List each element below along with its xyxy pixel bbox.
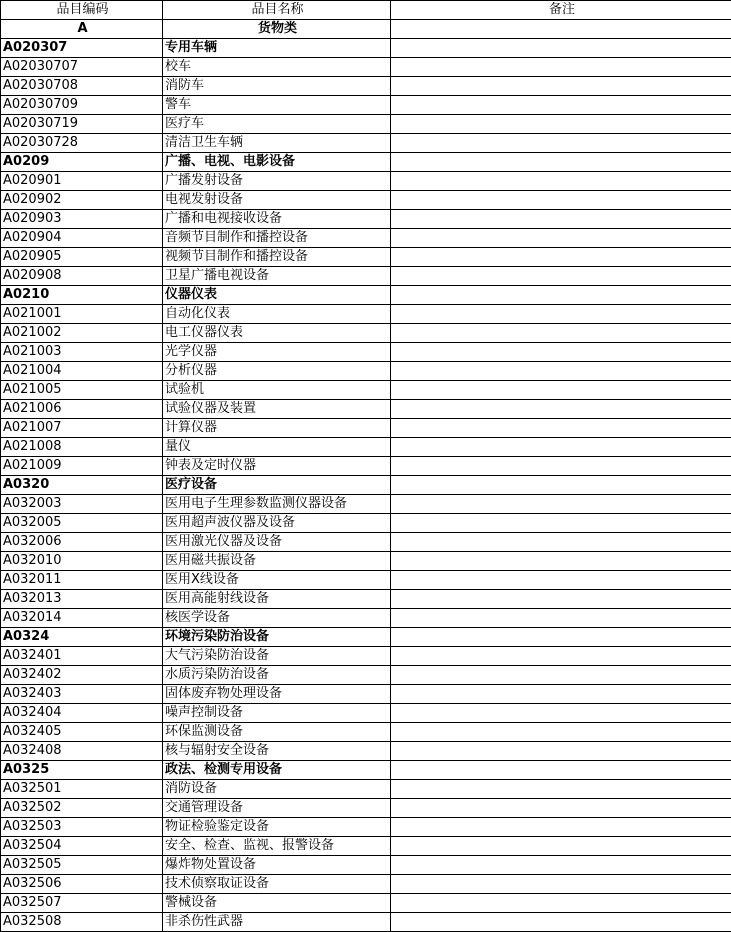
table-row <box>1 856 731 875</box>
table-row <box>1 96 731 115</box>
table-row <box>1 134 731 153</box>
item-code-cell[interactable]: A020901 <box>1 172 163 191</box>
item-name-cell[interactable]: 环境污染防治设备 <box>163 628 391 647</box>
item-remark-cell[interactable] <box>391 172 731 191</box>
item-code-cell[interactable]: A021002 <box>1 324 163 343</box>
category-name[interactable]: 货物类 <box>163 20 391 39</box>
item-code-cell[interactable]: A032010 <box>1 552 163 571</box>
item-code-cell[interactable]: A032504 <box>1 837 163 856</box>
table-row <box>1 438 731 457</box>
section-row <box>1 153 731 172</box>
item-name-cell[interactable]: 仪器仪表 <box>163 286 391 305</box>
item-name-cell[interactable]: 专用车辆 <box>163 39 391 58</box>
category-row <box>1 20 731 39</box>
item-code-cell[interactable]: A032501 <box>1 780 163 799</box>
table-row <box>1 742 731 761</box>
item-code-cell[interactable]: A032405 <box>1 723 163 742</box>
item-remark-cell[interactable] <box>391 913 731 932</box>
item-code-cell[interactable]: A0325 <box>1 761 163 780</box>
item-name-cell[interactable]: 环保监测设备 <box>163 723 391 742</box>
table-row <box>1 704 731 723</box>
item-remark-cell[interactable] <box>391 704 731 723</box>
item-name-cell[interactable]: 医用超声波仪器及设备 <box>163 514 391 533</box>
item-remark-cell[interactable] <box>391 419 731 438</box>
item-code-cell[interactable]: A032011 <box>1 571 163 590</box>
item-name-cell[interactable]: 试验仪器及装置 <box>163 400 391 419</box>
item-code-cell[interactable]: A021005 <box>1 381 163 400</box>
item-code-cell[interactable]: A032505 <box>1 856 163 875</box>
table-row <box>1 362 731 381</box>
item-code-cell[interactable]: A02030708 <box>1 77 163 96</box>
table-row <box>1 172 731 191</box>
item-remark-cell[interactable] <box>391 875 731 894</box>
table-row <box>1 77 731 96</box>
item-code-cell[interactable]: A020904 <box>1 229 163 248</box>
item-name-cell[interactable]: 医用X线设备 <box>163 571 391 590</box>
item-remark-cell[interactable] <box>391 495 731 514</box>
item-name-cell[interactable]: 技术侦察取证设备 <box>163 875 391 894</box>
item-name-cell[interactable]: 安全、检查、监视、报警设备 <box>163 837 391 856</box>
item-code-cell[interactable]: A0320 <box>1 476 163 495</box>
item-code-cell[interactable]: A021006 <box>1 400 163 419</box>
table-row <box>1 780 731 799</box>
header-row <box>1 1 731 20</box>
item-code-cell[interactable]: A0210 <box>1 286 163 305</box>
item-remark-cell[interactable] <box>391 514 731 533</box>
item-remark-cell[interactable] <box>391 799 731 818</box>
table-row <box>1 514 731 533</box>
item-remark-cell[interactable] <box>391 609 731 628</box>
item-remark-cell[interactable] <box>391 248 731 267</box>
section-row <box>1 39 731 58</box>
item-remark-cell[interactable] <box>391 666 731 685</box>
item-remark-cell[interactable] <box>391 362 731 381</box>
item-code-cell[interactable]: A02030728 <box>1 134 163 153</box>
header-code[interactable]: 品目编码 <box>1 1 163 20</box>
item-name-cell[interactable]: 警械设备 <box>163 894 391 913</box>
item-code-cell[interactable]: A032506 <box>1 875 163 894</box>
item-code-cell[interactable]: A032401 <box>1 647 163 666</box>
section-row <box>1 286 731 305</box>
item-remark-cell[interactable] <box>391 685 731 704</box>
item-code-cell[interactable]: A0209 <box>1 153 163 172</box>
category-remark[interactable] <box>391 20 731 39</box>
item-remark-cell[interactable] <box>391 96 731 115</box>
table-row <box>1 685 731 704</box>
item-name-cell[interactable]: 分析仪器 <box>163 362 391 381</box>
item-name-cell[interactable]: 医用电子生理参数监测仪器设备 <box>163 495 391 514</box>
item-remark-cell[interactable] <box>391 723 731 742</box>
item-code-cell[interactable]: A032003 <box>1 495 163 514</box>
item-name-cell[interactable]: 医疗设备 <box>163 476 391 495</box>
item-remark-cell[interactable] <box>391 77 731 96</box>
item-name-cell[interactable]: 非杀伤性武器 <box>163 913 391 932</box>
item-name-cell[interactable]: 物证检验鉴定设备 <box>163 818 391 837</box>
item-remark-cell[interactable] <box>391 552 731 571</box>
item-remark-cell[interactable] <box>391 400 731 419</box>
item-code-cell[interactable]: A02030707 <box>1 58 163 77</box>
item-code-cell[interactable]: A020905 <box>1 248 163 267</box>
table-row <box>1 552 731 571</box>
item-remark-cell[interactable] <box>391 571 731 590</box>
table-row <box>1 666 731 685</box>
item-remark-cell[interactable] <box>391 818 731 837</box>
table-row <box>1 381 731 400</box>
item-remark-cell[interactable] <box>391 837 731 856</box>
item-code-cell[interactable]: A02030719 <box>1 115 163 134</box>
table-row <box>1 495 731 514</box>
table-row <box>1 609 731 628</box>
item-code-cell[interactable]: A021003 <box>1 343 163 362</box>
table-row <box>1 419 731 438</box>
item-code-cell[interactable]: A032508 <box>1 913 163 932</box>
item-code-cell[interactable]: A020307 <box>1 39 163 58</box>
item-name-cell[interactable]: 医疗车 <box>163 115 391 134</box>
item-remark-cell[interactable] <box>391 305 731 324</box>
item-name-cell[interactable]: 电视发射设备 <box>163 191 391 210</box>
item-remark-cell[interactable] <box>391 381 731 400</box>
table-row <box>1 267 731 286</box>
item-remark-cell[interactable] <box>391 761 731 780</box>
item-code-cell[interactable]: A032507 <box>1 894 163 913</box>
item-name-cell[interactable]: 电工仪器仪表 <box>163 324 391 343</box>
item-name-cell[interactable]: 核医学设备 <box>163 609 391 628</box>
table-row <box>1 571 731 590</box>
item-code-cell[interactable]: A032408 <box>1 742 163 761</box>
item-code-cell[interactable]: A0324 <box>1 628 163 647</box>
item-name-cell[interactable]: 水质污染防治设备 <box>163 666 391 685</box>
item-code-cell[interactable]: A032404 <box>1 704 163 723</box>
item-remark-cell[interactable] <box>391 742 731 761</box>
item-code-cell[interactable]: A032013 <box>1 590 163 609</box>
table-row <box>1 723 731 742</box>
item-name-cell[interactable]: 爆炸物处置设备 <box>163 856 391 875</box>
item-name-cell[interactable]: 钟表及定时仪器 <box>163 457 391 476</box>
item-name-cell[interactable]: 校车 <box>163 58 391 77</box>
item-remark-cell[interactable] <box>391 58 731 77</box>
item-name-cell[interactable]: 消防设备 <box>163 780 391 799</box>
item-name-cell[interactable]: 警车 <box>163 96 391 115</box>
item-code-cell[interactable]: A032014 <box>1 609 163 628</box>
table-row <box>1 58 731 77</box>
table-row <box>1 837 731 856</box>
item-remark-cell[interactable] <box>391 780 731 799</box>
item-remark-cell[interactable] <box>391 115 731 134</box>
item-remark-cell[interactable] <box>391 229 731 248</box>
item-name-cell[interactable]: 广播发射设备 <box>163 172 391 191</box>
item-name-cell[interactable]: 医用磁共振设备 <box>163 552 391 571</box>
item-remark-cell[interactable] <box>391 438 731 457</box>
item-name-cell[interactable]: 政法、检测专用设备 <box>163 761 391 780</box>
table-row <box>1 115 731 134</box>
table-row <box>1 533 731 552</box>
item-code-cell[interactable]: A020902 <box>1 191 163 210</box>
item-remark-cell[interactable] <box>391 894 731 913</box>
item-name-cell[interactable]: 音频节目制作和播控设备 <box>163 229 391 248</box>
item-name-cell[interactable]: 量仪 <box>163 438 391 457</box>
item-name-cell[interactable]: 卫星广播电视设备 <box>163 267 391 286</box>
table-row <box>1 875 731 894</box>
item-code-cell[interactable]: A021009 <box>1 457 163 476</box>
item-code-cell[interactable]: A020908 <box>1 267 163 286</box>
item-code-cell[interactable]: A032005 <box>1 514 163 533</box>
table-row <box>1 210 731 229</box>
item-remark-cell[interactable] <box>391 134 731 153</box>
table-row <box>1 305 731 324</box>
table-row <box>1 818 731 837</box>
item-remark-cell[interactable] <box>391 191 731 210</box>
section-row <box>1 476 731 495</box>
item-remark-cell[interactable] <box>391 533 731 552</box>
table-row <box>1 647 731 666</box>
item-remark-cell[interactable] <box>391 476 731 495</box>
item-name-cell[interactable]: 广播和电视接收设备 <box>163 210 391 229</box>
item-code-cell[interactable]: A021001 <box>1 305 163 324</box>
section-row <box>1 761 731 780</box>
table-row <box>1 229 731 248</box>
item-name-cell[interactable]: 交通管理设备 <box>163 799 391 818</box>
item-name-cell[interactable]: 消防车 <box>163 77 391 96</box>
table-row <box>1 894 731 913</box>
table-row <box>1 799 731 818</box>
item-remark-cell[interactable] <box>391 267 731 286</box>
item-name-cell[interactable]: 试验机 <box>163 381 391 400</box>
item-code-cell[interactable]: A032402 <box>1 666 163 685</box>
item-name-cell[interactable]: 医用高能射线设备 <box>163 590 391 609</box>
item-code-cell[interactable]: A02030709 <box>1 96 163 115</box>
item-remark-cell[interactable] <box>391 457 731 476</box>
item-code-cell[interactable]: A032006 <box>1 533 163 552</box>
item-code-cell[interactable]: A032503 <box>1 818 163 837</box>
item-remark-cell[interactable] <box>391 210 731 229</box>
table-row <box>1 913 731 932</box>
item-remark-cell[interactable] <box>391 647 731 666</box>
item-remark-cell[interactable] <box>391 590 731 609</box>
item-code-cell[interactable]: A021007 <box>1 419 163 438</box>
item-remark-cell[interactable] <box>391 343 731 362</box>
table-row <box>1 400 731 419</box>
item-name-cell[interactable]: 清洁卫生车辆 <box>163 134 391 153</box>
section-row <box>1 628 731 647</box>
item-code-cell[interactable]: A032403 <box>1 685 163 704</box>
item-name-cell[interactable]: 噪声控制设备 <box>163 704 391 723</box>
item-name-cell[interactable]: 视频节目制作和播控设备 <box>163 248 391 267</box>
item-code-cell[interactable]: A021008 <box>1 438 163 457</box>
table-row <box>1 248 731 267</box>
item-name-cell[interactable]: 医用激光仪器及设备 <box>163 533 391 552</box>
table-row <box>1 191 731 210</box>
item-name-cell[interactable]: 大气污染防治设备 <box>163 647 391 666</box>
table-row <box>1 343 731 362</box>
item-code-cell[interactable]: A020903 <box>1 210 163 229</box>
category-code[interactable]: A <box>1 20 163 39</box>
item-remark-cell[interactable] <box>391 286 731 305</box>
item-name-cell[interactable]: 固体废弃物处理设备 <box>163 685 391 704</box>
item-remark-cell[interactable] <box>391 324 731 343</box>
item-remark-cell[interactable] <box>391 153 731 172</box>
item-remark-cell[interactable] <box>391 39 731 58</box>
header-remark[interactable]: 备注 <box>391 1 731 20</box>
item-name-cell[interactable]: 广播、电视、电影设备 <box>163 153 391 172</box>
item-remark-cell[interactable] <box>391 856 731 875</box>
item-name-cell[interactable]: 核与辐射安全设备 <box>163 742 391 761</box>
table-row <box>1 457 731 476</box>
item-code-cell[interactable]: A032502 <box>1 799 163 818</box>
item-name-cell[interactable]: 光学仪器 <box>163 343 391 362</box>
item-remark-cell[interactable] <box>391 628 731 647</box>
item-name-cell[interactable]: 自动化仪表 <box>163 305 391 324</box>
table-row <box>1 590 731 609</box>
table-row <box>1 324 731 343</box>
item-code-cell[interactable]: A021004 <box>1 362 163 381</box>
header-name[interactable]: 品目名称 <box>163 1 391 20</box>
item-name-cell[interactable]: 计算仪器 <box>163 419 391 438</box>
